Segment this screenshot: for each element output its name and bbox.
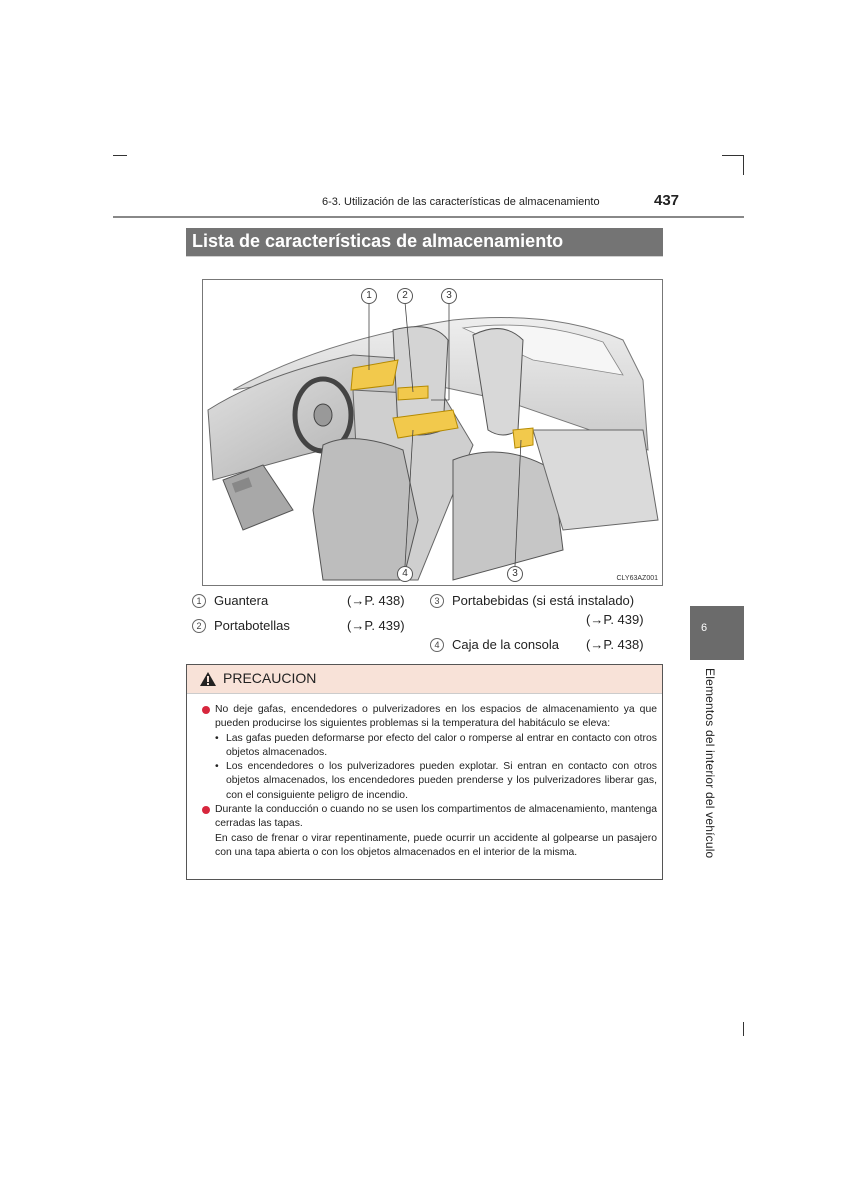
legend-num-4: 4 [430,638,444,652]
legend-ref-glovebox: (→P. 438) [347,593,405,608]
red-bullet-icon [202,706,210,714]
crop-mark [743,155,744,175]
legend-label-bottle-holder: Portabotellas [214,618,290,633]
caution-bullet [201,703,657,732]
warning-triangle-icon [199,671,217,687]
section-header: 6-3. Utilización de las características de almacenamiento [322,196,600,208]
header-divider [113,216,744,218]
callout-1: 1 [361,288,377,304]
caution-body [201,703,657,860]
legend-label-console-box: Caja de la consola [452,637,559,652]
legend-label-glovebox: Guantera [214,593,269,608]
callout-4: 4 [397,566,413,582]
crop-mark [722,155,744,156]
section-title-bar [186,228,663,257]
caution-sub-bullet: • Los encendedores o los pulverizadores pueden explotar. Si entran en contacto con otros objetos almacenados, los encendedores pueden prenderse y los pulverizadores liberar gas, con el consiguiente peligro de incendio. [215,761,657,801]
caution-sub-text: Los encendedores o los pulverizadores pueden explotar. Si entran en contacto con otros objetos almacenados, los encendedores pueden prenderse y los pulverizadores liberar gas, con el consiguiente peligro de incendio. [226,761,657,801]
chapter-number: 6 [701,622,708,634]
legend-num-1: 1 [192,594,206,608]
caution-heading: PRECAUCION [223,670,317,686]
page-number: 437 [654,192,680,209]
chapter-tab [690,606,744,660]
section-title: Lista de características de almacenamiento [192,231,564,251]
car-interior-drawing [203,280,663,586]
legend-ref-cup-holder: (→P. 439) [586,612,644,627]
interior-illustration [202,279,663,586]
caution-text: Durante la conducción o cuando no se usen los compartimentos de almacenamiento, mantenga cerradas las tapas. [215,804,657,830]
caution-sub-text: Las gafas pueden deformarse por efecto del calor o romperse al entrar en contacto con otros objetos almacenados. [226,732,657,758]
figure-code: CLY63AZ001 [616,575,658,582]
legend-num-2: 2 [192,619,206,633]
caution-box [186,664,663,880]
callout-2: 2 [397,288,413,304]
crop-mark [113,155,127,156]
caution-header [187,665,662,694]
legend-ref-bottle-holder: (→P. 439) [347,618,405,633]
caution-text: En caso de frenar o virar repentinamente, puede ocurrir un accidente al golpearse un pasajero con una tapa abierta o con los objetos almacenados en el interior de la misma. [215,832,657,858]
red-bullet-icon [202,806,210,814]
legend-label-cup-holder: Portabebidas (si está instalado) [452,593,635,608]
chapter-label: Elementos del interior del vehículo [703,668,717,859]
caution-paragraph [201,832,657,861]
callout-3-rear: 3 [507,566,523,582]
caution-bullet [201,803,657,832]
legend-num-3: 3 [430,594,444,608]
cup-holder-highlight [513,428,533,448]
legend-ref-console-box: (→P. 438) [586,637,644,652]
caution-text: No deje gafas, encendedores o pulverizadores en los espacios de almacenamiento ya que pueden producirse los siguientes problemas si la temperatura del habitáculo se eleva: [215,704,657,730]
crop-mark [743,1022,744,1036]
callout-3: 3 [441,288,457,304]
caution-sub-bullet: • Las gafas pueden deformarse por efecto del calor o romperse al entrar en contacto con otros objetos almacenados. [215,732,657,758]
